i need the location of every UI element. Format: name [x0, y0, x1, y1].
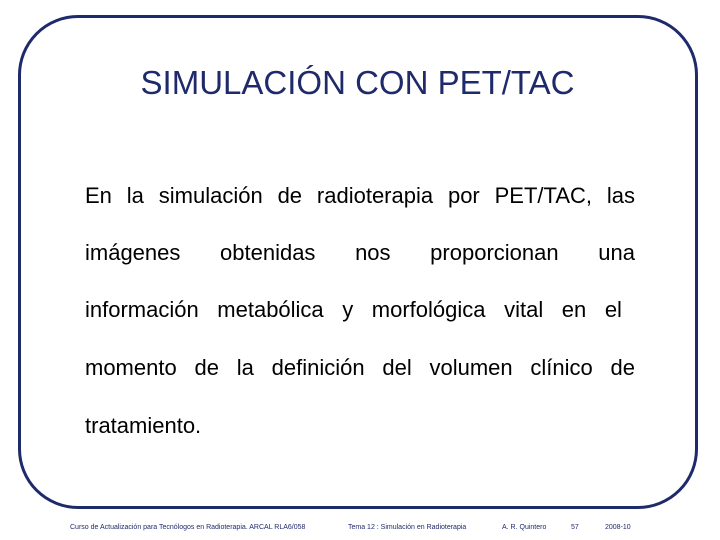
word: imágenes — [85, 240, 181, 265]
word: las — [606, 183, 635, 208]
paragraph-line-1 — [85, 183, 635, 209]
word: radioterapia — [316, 183, 434, 208]
word: En — [85, 183, 112, 208]
word: obtenidas — [220, 240, 316, 265]
word: nos — [355, 240, 391, 265]
word: proporcionan — [430, 240, 559, 265]
word: la — [126, 183, 144, 208]
footer-year: 2008-10 — [605, 524, 631, 531]
footer-topic: Tema 12 : Simulación en Radioterapia — [348, 524, 467, 531]
paragraph-line-2 — [85, 240, 635, 266]
word: morfológica — [371, 297, 486, 322]
word: en — [561, 297, 587, 322]
word: y — [342, 297, 354, 322]
word: el — [604, 297, 622, 322]
footer-page-number: 57 — [571, 524, 579, 531]
word: PET/TAC, — [494, 183, 592, 208]
word: clínico — [530, 355, 593, 380]
paragraph-line-5: tratamiento. — [85, 413, 202, 438]
word: definición — [271, 355, 365, 380]
word: vital — [504, 297, 544, 322]
word: volumen — [429, 355, 513, 380]
word: del — [382, 355, 412, 380]
word: por — [447, 183, 480, 208]
word: una — [598, 240, 635, 265]
word: de — [610, 355, 635, 380]
word: de — [194, 355, 219, 380]
word: metabólica — [217, 297, 324, 322]
word: la — [236, 355, 254, 380]
word: información — [85, 297, 199, 322]
footer-author: A. R. Quintero — [502, 524, 547, 531]
word: de — [277, 183, 303, 208]
slide-title: SIMULACIÓN CON PET/TAC — [140, 64, 575, 101]
paragraph-line-4 — [85, 355, 635, 381]
word: momento — [85, 355, 177, 380]
footer-course: Curso de Actualización para Tecnólogos en Radioterapia. ARCAL RLA6/058 — [70, 524, 306, 531]
word: simulación — [158, 183, 263, 208]
paragraph-line-3 — [85, 297, 622, 323]
